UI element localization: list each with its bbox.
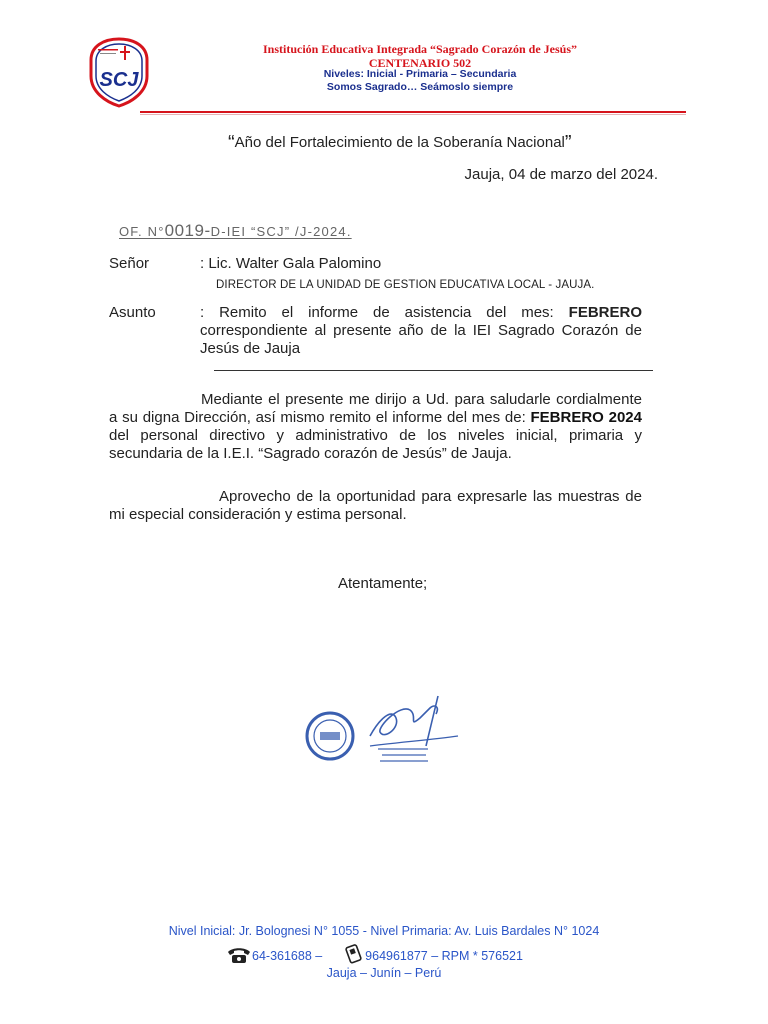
mobile-phone-icon — [343, 944, 365, 964]
year-motto: “Año del Fortalecimiento de la Soberanía Nacional” — [228, 132, 572, 154]
subject-label: Asunto — [109, 304, 156, 321]
recipient-title: DIRECTOR DE LA UNIDAD DE GESTION EDUCATIVA LOCAL - JAUJA. — [216, 279, 595, 291]
letter-date: Jauja, 04 de marzo del 2024. — [464, 166, 658, 183]
footer-contact: 64-361688 – 964961877 – RPM * 576521 — [226, 944, 523, 964]
subject-text: : Remito el informe de asistencia del mes: FEBRERO correspondiente al presente año de la IEI Sagrado Corazón de Jesús de Jauja — [200, 304, 642, 357]
centenario-label: CENTENARIO 502 — [368, 56, 472, 70]
telephone-icon — [226, 946, 252, 964]
school-logo — [86, 36, 152, 108]
signature-stamp — [300, 688, 470, 768]
footer-address: Nivel Inicial: Jr. Bolognesi N° 1055 - Nivel Primaria: Av. Luis Bardales N° 1024 — [168, 924, 600, 938]
svg-text:SCJ: SCJ — [99, 69, 139, 91]
oficio-number: OF. N°0019-D-IEI “SCJ” /J-2024. — [119, 221, 352, 240]
recipient-name: : Lic. Walter Gala Palomino — [200, 255, 382, 272]
niveles-label: Niveles: Inicial - Primaria – Secundaria — [323, 68, 517, 80]
closing-salutation: Atentamente; — [338, 575, 428, 592]
header-divider — [140, 111, 686, 113]
subject-underline — [214, 370, 653, 371]
body-paragraph-2: Aprovecho de la oportunidad para expresarle las muestras de mi especial consideración y estima personal. — [109, 488, 642, 523]
footer-city: Jauja – Junín – Perú — [326, 966, 442, 980]
institution-name: Institución Educativa Integrada “Sagrado Corazón de Jesús” — [262, 42, 578, 56]
body-paragraph-1: Mediante el presente me dirijo a Ud. para saludarle cordialmente a su digna Dirección, así mismo remito el informe del mes de: FEBRERO 2024 del personal directivo y administrativo de los niveles inicial, primaria y secundaria de la I.E.I. “Sagrado corazón de Jesús” de Jauja. — [109, 391, 642, 462]
school-motto: Somos Sagrado… Seámoslo siempre — [326, 81, 514, 93]
recipient-label: Señor — [109, 255, 150, 272]
header-divider-shadow — [140, 114, 686, 115]
